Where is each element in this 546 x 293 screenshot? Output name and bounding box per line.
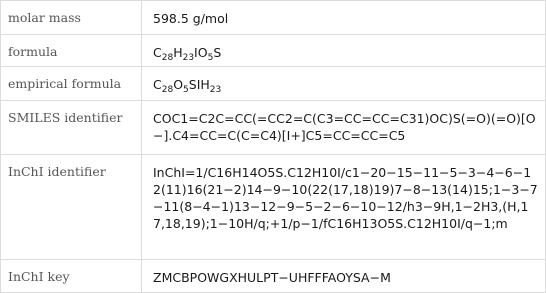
row-label: empirical formula [1,67,142,101]
table-row [1,67,546,101]
inchi-value: InChI=1/C16H14O5S.C12H10I/c1−20−15−11−5−3−4−6−12(11)16(21−2)14−9−10(22(17,18)19)7−8−13(14)15;1−3−7−11(8−4−1)13−12−9−5−2−6−10−12/h3−9H,1−2H3,(H,17,18,19);1−10H/q;+1/p−1/fC16H13O5S.C12H10I/q−1;m [142,155,546,260]
row-label: InChI identifier [1,155,142,260]
table-row [1,35,546,67]
molar-mass-value: 598.5 g/mol [142,1,546,35]
table-row [1,101,546,155]
row-label: InChI key [1,260,142,293]
table-row [1,155,546,260]
row-label: molar mass [1,1,142,35]
formula-value: $C_{28}H_{23}IO_5S$ [142,35,546,67]
row-label: formula [1,35,142,67]
smiles-value: COC1=C2C=CC(=CC2=C(C3=CC=CC=C31)OC)S(=O)(=O)[O−].C4=CC=C(C=C4)[I+]C5=CC=CC=C5 [142,101,546,155]
inchi-key-value: ZMCBPOWGXHULPT−UHFFFAOYSA−M [142,260,546,293]
table-row [1,260,546,293]
table-row [1,1,546,35]
row-label: SMILES identifier [1,101,142,155]
empirical-formula-value: $C_{28}O_5SIH_{23}$ [142,67,546,101]
